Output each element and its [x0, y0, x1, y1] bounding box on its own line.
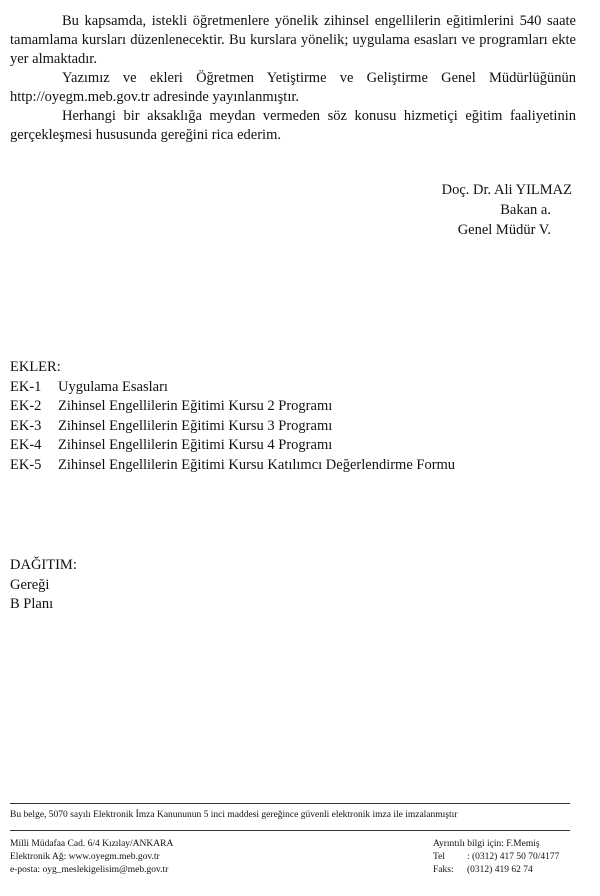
footer-website: Elektronik Ağ: www.oyegm.meb.gov.tr: [10, 852, 160, 862]
footer-fax: [433, 864, 559, 877]
distribution-heading: DAĞITIM:: [10, 557, 77, 573]
attachment-label: Uygulama Esasları: [58, 378, 168, 395]
signature-block: [380, 180, 572, 240]
footer-info-contact: Ayrıntılı bilgi için: F.Memiş: [433, 839, 540, 849]
attachment-label: Zihinsel Engellilerin Eğitimi Kursu 4 Programı: [58, 437, 333, 453]
attachments-section: [10, 358, 455, 475]
signatory-name: Doç. Dr. Ali YILMAZ: [441, 182, 572, 198]
esign-note: Bu belge, 5070 sayılı Elektronik İmza Kanununun 5 inci maddesi gereğince güvenli elektronik imza ile imzalanmıştır: [10, 810, 458, 820]
attachment-code: EK-2: [10, 398, 42, 414]
attachment-item: [10, 417, 455, 437]
attachments-heading: EKLER:: [10, 359, 61, 375]
body-paragraph-2: Yazımız ve ekleri Öğretmen Yetiştirme ve Geliştirme Genel Müdürlüğünün http://oyegm.meb.gov.tr adresinde yayınlanmıştır.: [10, 70, 576, 105]
distribution-section: [10, 556, 77, 615]
phone-value: : (0312) 417 50 70/4177: [467, 852, 560, 862]
body-paragraph-3: Herhangi bir aksaklığa meydan vermeden söz konusu hizmetiçi eğitim faaliyetinin gerçekleşmesi hususunda gereğini rica ederim.: [10, 108, 576, 143]
attachment-item: [10, 436, 455, 456]
attachment-code: EK-5: [10, 456, 42, 473]
footer-contact-right: [433, 838, 559, 877]
attachment-item: [10, 397, 455, 417]
footer-address: Milli Müdafaa Cad. 6/4 Kızılay/ANKARA: [10, 839, 174, 849]
attachment-item: [10, 378, 455, 398]
attachment-item: [10, 456, 455, 476]
attachment-code: EK-1: [10, 378, 42, 395]
footer-divider-top: [10, 803, 570, 804]
signatory-title-2: Genel Müdür V.: [457, 222, 551, 238]
signatory-title-1: Bakan a.: [500, 202, 551, 218]
phone-label: Tel: [433, 852, 445, 862]
attachment-label: Zihinsel Engellilerin Eğitimi Kursu 3 Programı: [58, 417, 333, 434]
footer-contact-left: [10, 838, 173, 877]
attachment-code: EK-4: [10, 437, 42, 453]
attachment-label: Zihinsel Engellilerin Eğitimi Kursu Katılımcı Değerlendirme Formu: [58, 456, 456, 473]
body-paragraph-1: Bu kapsamda, istekli öğretmenlere yönelik zihinsel engellilerin eğitimlerini 540 saate tamamlama kursları düzenlenecektir. Bu kurslara yönelik; uygulama esasları ve programları ekte yer almaktadır.: [10, 13, 576, 67]
footer-divider-bottom: [10, 830, 570, 831]
distribution-item: B Planı: [10, 596, 54, 612]
footer-phone: [433, 851, 559, 864]
distribution-item: Gereği: [10, 576, 50, 593]
attachment-label: Zihinsel Engellilerin Eğitimi Kursu 2 Programı: [58, 398, 333, 414]
attachment-code: EK-3: [10, 417, 42, 434]
fax-label: Faks:: [433, 865, 454, 875]
fax-value: (0312) 419 62 74: [467, 865, 533, 875]
footer-email: e-posta: oyg_meslekigelisim@meb.gov.tr: [10, 865, 169, 875]
